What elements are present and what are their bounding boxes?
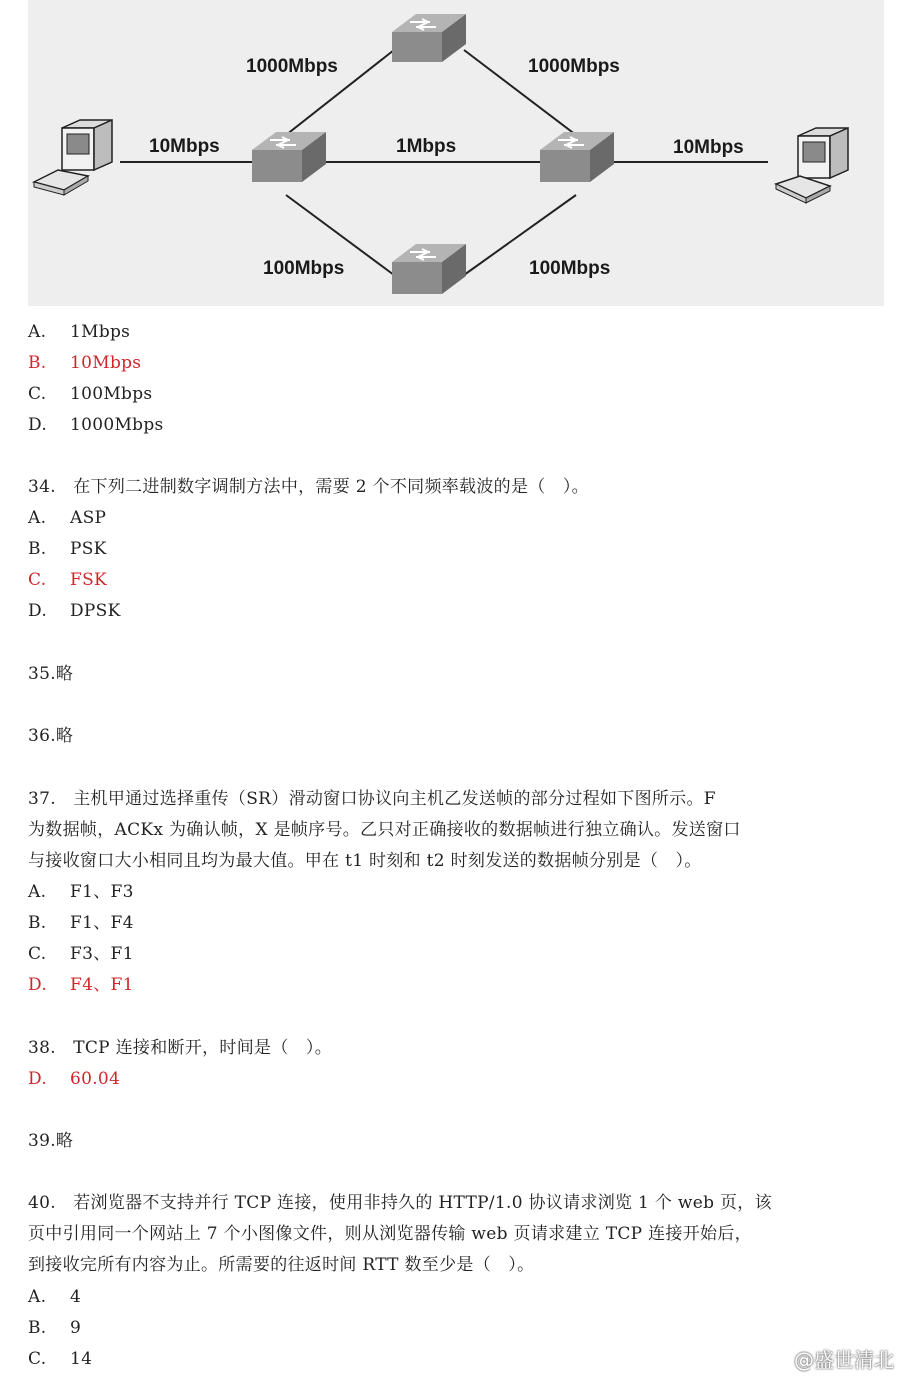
network-diagram-svg xyxy=(28,0,884,306)
q40-option-b: B. 9 xyxy=(28,1318,82,1338)
q33-option-d: D. 1000Mbps xyxy=(28,415,164,435)
q33-option-a: A. 1Mbps xyxy=(28,322,131,342)
q40-stem-line-1: 40. 若浏览器不支持并行 TCP 连接，使用非持久的 HTTP/1.0 协议请求浏览 1 个 web 页，该 xyxy=(28,1193,772,1213)
q37-stem-line-1: 37. 主机甲通过选择重传（SR）滑动窗口协议向主机乙发送帧的部分过程如下图所示。F xyxy=(28,789,716,809)
q34-option-b: B. PSK xyxy=(28,539,107,559)
q37-stem-line-2: 为数据帧，ACKx 为确认帧，X 是帧序号。乙只对正确接收的数据帧进行独立确认。发送窗口 xyxy=(28,820,741,840)
q38-stem: 38. TCP 连接和断开，时间是（ ）。 xyxy=(28,1038,333,1058)
q34-option-a: A. ASP xyxy=(28,508,107,528)
q40-option-a: A. 4 xyxy=(28,1287,82,1307)
q34-stem: 34. 在下列二进制数字调制方法中，需要 2 个不同频率载波的是（ ）。 xyxy=(28,477,589,497)
q40-stem-line-2: 页中引用同一个网站上 7 个小图像文件，则从浏览器传输 web 页请求建立 TCP 连接开始后， xyxy=(28,1224,752,1244)
q37-option-d: D. F4、F1 xyxy=(28,975,134,995)
switch-left-icon xyxy=(252,132,326,182)
label-bottom-right-link: 100Mbps xyxy=(529,258,611,279)
label-left-host-link: 10Mbps xyxy=(149,136,220,157)
q33-option-c: C. 100Mbps xyxy=(28,384,153,404)
q35-stem: 35.略 xyxy=(28,664,74,684)
q37-option-b: B. F1、F4 xyxy=(28,913,134,933)
switch-top-icon xyxy=(392,14,466,62)
label-middle-link: 1Mbps xyxy=(396,136,457,157)
switch-right-icon xyxy=(540,132,614,182)
label-bottom-left-link: 100Mbps xyxy=(263,258,345,279)
q37-option-c: C. F3、F1 xyxy=(28,944,134,964)
q39-stem: 39.略 xyxy=(28,1131,74,1151)
q36-stem: 36.略 xyxy=(28,726,74,746)
q37-stem-line-3: 与接收窗口大小相同且均为最大值。甲在 t1 时刻和 t2 时刻发送的数据帧分别是（ ）。 xyxy=(28,851,702,871)
q38-option-d: D. 60.04 xyxy=(28,1069,121,1089)
watermark: @盛世清北 xyxy=(794,1348,894,1372)
q34-option-d: D. DPSK xyxy=(28,601,121,621)
q37-option-a: A. F1、F3 xyxy=(28,882,134,902)
q33-option-b: B. 10Mbps xyxy=(28,353,142,373)
q40-stem-line-3: 到接收完所有内容为止。所需要的往返时间 RTT 数至少是（ ）。 xyxy=(28,1255,535,1275)
label-top-left-link: 1000Mbps xyxy=(246,56,338,77)
switch-bottom-icon xyxy=(392,244,466,294)
q40-option-c: C. 14 xyxy=(28,1349,93,1369)
label-right-host-link: 10Mbps xyxy=(673,137,744,158)
label-top-right-link: 1000Mbps xyxy=(528,56,620,77)
computer-right-icon xyxy=(776,128,848,203)
computer-left-icon xyxy=(34,120,112,195)
q34-option-c: C. FSK xyxy=(28,570,108,590)
network-diagram xyxy=(28,0,884,306)
